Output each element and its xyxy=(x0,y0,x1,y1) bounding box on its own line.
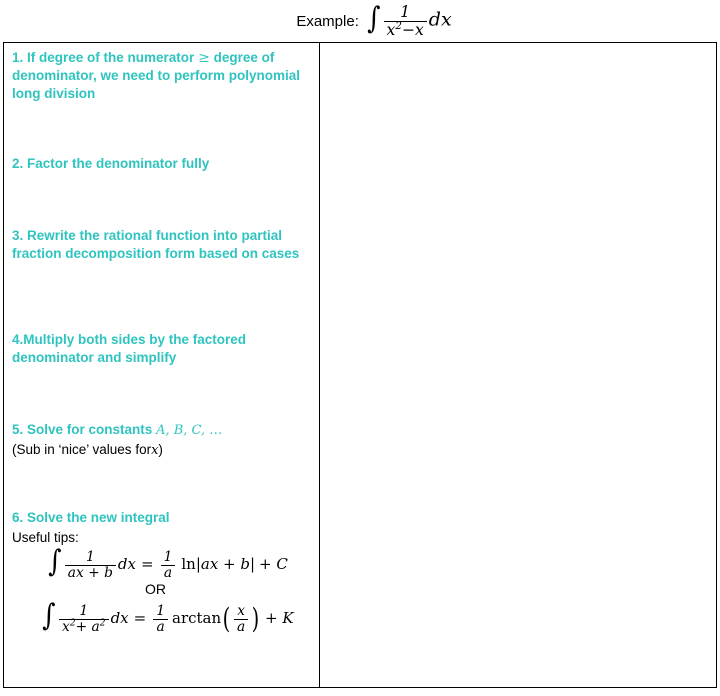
formula-1-abs-open: | xyxy=(195,555,201,573)
example-integral-expression xyxy=(366,0,452,39)
step-1 xyxy=(12,49,313,103)
formula-2-rhs-fraction: $\frac{1}{a}$ xyxy=(153,604,168,634)
step-5-label: 5. Solve for constants xyxy=(12,422,153,437)
step-6: 6. Solve the new integral xyxy=(12,510,170,525)
step-1-text-before: If degree of the numerator xyxy=(27,50,195,65)
example-fraction-numerator: 1 xyxy=(400,2,411,22)
formula-1-equals: = xyxy=(140,555,154,573)
step-5 xyxy=(12,421,313,439)
tip-formula-2 xyxy=(4,598,319,635)
formula-2-dx: dx xyxy=(110,609,129,627)
formula-1-dx: dx xyxy=(117,555,136,573)
formula-2-lhs-denominator: $x^2+ a^2$ xyxy=(59,619,109,634)
example-differential: dx xyxy=(428,8,452,31)
formula-1-lhs-fraction: $\frac{1}{ax + b}$ xyxy=(65,550,116,580)
formula-2-equals: = xyxy=(133,609,147,627)
step-5-note-before: (Sub in ‘nice’ values for xyxy=(12,442,152,457)
or-separator-label: OR xyxy=(145,581,166,597)
step-5-note xyxy=(12,441,313,460)
formula-1-abs-content: ax + b xyxy=(200,555,250,573)
useful-tips-label: Useful tips: xyxy=(12,530,79,545)
formula-1-abs-close: | xyxy=(249,555,256,573)
integral-sign: ∫ xyxy=(48,544,62,579)
step-5-constants: A, B, C, … xyxy=(156,423,223,438)
work-area-column[interactable] xyxy=(320,43,716,687)
integral-sign: ∫ xyxy=(42,598,56,633)
formula-2-constant: + K xyxy=(265,609,294,627)
greater-or-equal-icon: ≥ xyxy=(198,50,210,66)
tip-formula-1-expression xyxy=(47,544,288,581)
right-paren-icon: ) xyxy=(251,601,260,635)
step-2: 2. Factor the denominator fully xyxy=(12,156,210,171)
step-1-number: 1. xyxy=(12,50,24,65)
formula-1-rhs-fraction: $\frac{1}{a}$ xyxy=(161,550,176,580)
steps-column xyxy=(4,43,320,687)
step-5-note-variable: x xyxy=(151,443,159,458)
steps-table xyxy=(3,42,717,688)
example-fraction-denominator: $x^2-x$ xyxy=(384,21,427,38)
example-label: Example: xyxy=(296,12,359,30)
formula-1-constant: + C xyxy=(259,555,288,573)
step-1-text-after: degree of denominator, we need to perform polynomial long division xyxy=(12,50,301,102)
step-5-note-after: ) xyxy=(158,442,163,457)
example-header xyxy=(0,0,720,42)
tip-formula-2-expression xyxy=(41,598,294,635)
example-header-inner xyxy=(296,0,452,39)
integral-sign: ∫ xyxy=(367,0,381,36)
example-fraction xyxy=(384,4,427,38)
formula-1-ln: ln xyxy=(181,555,196,573)
left-paren-icon: ( xyxy=(222,601,231,635)
formula-2-argument-fraction: $\frac{x}{a}$ xyxy=(234,604,248,634)
step-3: 3. Rewrite the rational function into partial fraction decomposition form based on cases xyxy=(12,228,300,261)
formula-2-function: arctan xyxy=(172,609,222,627)
step-4: 4.Multiply both sides by the factored denominator and simplify xyxy=(12,332,247,365)
formula-2-lhs-fraction: $\frac{1}{x^2+ a^2}$ xyxy=(59,604,109,634)
tip-formula-1 xyxy=(4,544,319,581)
